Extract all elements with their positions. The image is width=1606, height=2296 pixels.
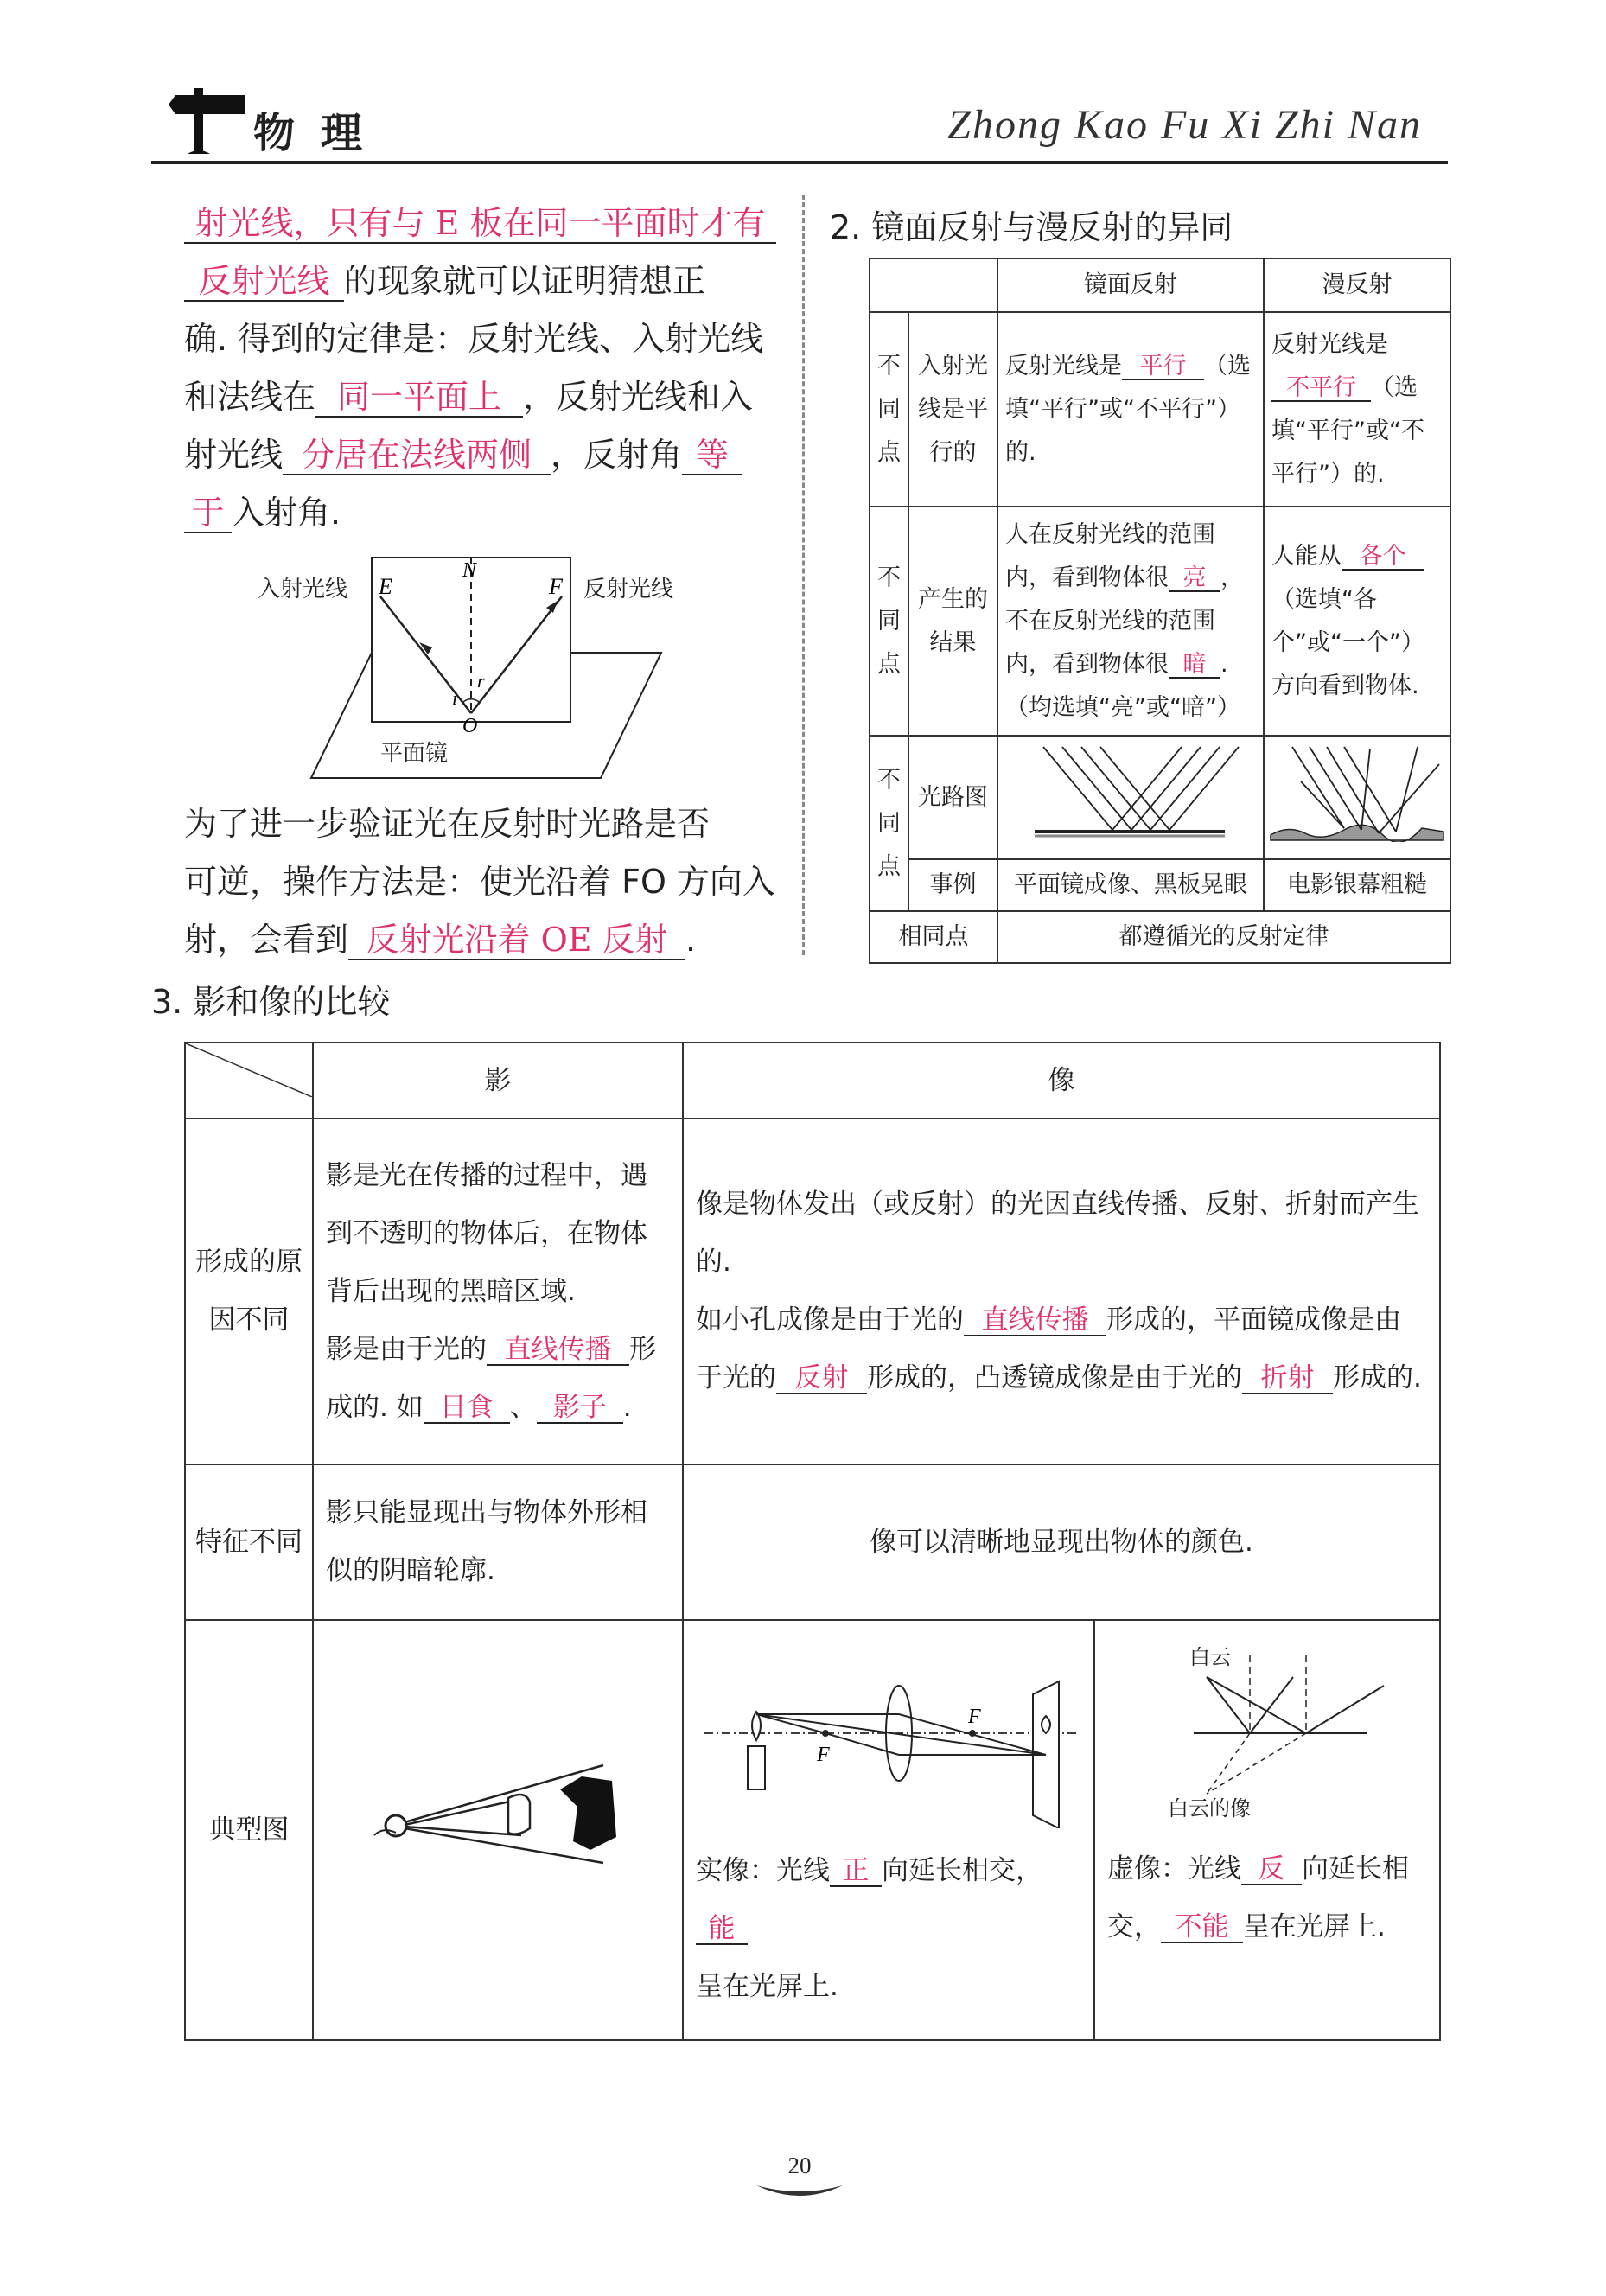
column-divider xyxy=(802,195,805,955)
cell: 像是物体发出（或反射）的光因直线传播、反射、折射而产生的. 如小孔成像是由于光的 直线传播 形成的，平面镜成像是由于光的 反射 形成的，凸透镜成像是由于光的 折射 形成的. xyxy=(683,1119,1440,1464)
cell: 电影银幕粗糙 xyxy=(1264,859,1450,911)
text: . xyxy=(685,921,697,959)
corner-cell xyxy=(185,1043,313,1119)
focus-label: F xyxy=(817,1744,830,1766)
left-column-text xyxy=(184,195,781,542)
cell xyxy=(997,736,1264,859)
answer-blank: 日食 xyxy=(424,1393,510,1424)
page-number: 20 xyxy=(787,2152,812,2178)
F-label: F xyxy=(549,574,563,599)
answer-blank: 反射光沿着 OE 反射 xyxy=(348,922,685,960)
cloud-label: 白云 xyxy=(1189,1645,1231,1669)
row-label: 入射光线是平行的 xyxy=(908,312,997,507)
page-footer xyxy=(752,2152,847,2204)
answer-blank: 反射光线 xyxy=(184,264,344,302)
diffuse-reflection-diagram xyxy=(1266,738,1448,842)
N-label: N xyxy=(462,559,477,582)
row-label: 不同点 xyxy=(870,507,908,736)
answer-blank: 反射 xyxy=(776,1363,867,1394)
cell: 白云 白云的像 虚像：光线 反 向延长相交， 不能 呈在光屏上. xyxy=(1094,1620,1440,2040)
row-label: 事例 xyxy=(908,859,997,911)
cell: 都遵循光的反射定律 xyxy=(997,911,1450,963)
answer-blank: 直线传播 xyxy=(487,1335,629,1366)
text: 呈在光屏上. xyxy=(696,1971,838,2002)
answer-blank: 亮 xyxy=(1169,565,1220,593)
row-label: 相同点 xyxy=(870,911,997,963)
answer-blank: 于 xyxy=(184,495,232,533)
answer-blank: 正 xyxy=(830,1856,882,1887)
text: 入射角. xyxy=(232,494,341,532)
answer-blank: 能 xyxy=(696,1914,748,1945)
text: 像是物体发出（或反射）的光因直线传播、反射、折射而产生的. xyxy=(696,1189,1419,1278)
cell: 影是光在传播的过程中，遇到不透明的物体后，在物体背后出现的黑暗区域. 影是由于光的 直线传播 形成的. 如 日食 、 影子 . xyxy=(313,1119,683,1464)
specular-reflection-diagram xyxy=(1000,738,1259,842)
text: 射，会看到 xyxy=(184,921,349,959)
cell xyxy=(1264,736,1450,859)
answer-blank: 不能 xyxy=(1161,1912,1243,1943)
answer-blank: 同一平面上 xyxy=(315,379,523,418)
focus-label: F xyxy=(968,1706,981,1728)
answer-blank: 暗 xyxy=(1169,652,1220,679)
text: 的现象就可以证明猜想正 xyxy=(344,262,706,300)
row-label: 光路图 xyxy=(908,736,997,859)
i-label: i xyxy=(452,687,458,709)
real-image-diagram xyxy=(696,1630,1080,1828)
incident-label: 入射光线 xyxy=(258,577,348,603)
text: 为了进一步验证光在反射时光路是否 xyxy=(184,805,711,843)
shadow-diagram xyxy=(314,1621,677,2019)
cell: 人能从 各个（选填“各个”或“一个”）方向看到物体. xyxy=(1264,507,1450,736)
row-label: 不同点 xyxy=(870,312,908,507)
answer-blank: 分居在法线两侧 xyxy=(283,437,551,475)
answer-blank: 折射 xyxy=(1242,1363,1333,1394)
cell: 反射光线是 平行 （选填“平行”或“不平行”）的. xyxy=(997,312,1264,507)
cell xyxy=(313,1620,683,2040)
header-cell: 镜面反射 xyxy=(997,258,1264,312)
corner-cell xyxy=(870,258,997,312)
text: 影是光在传播的过程中，遇到不透明的物体后，在物体背后出现的黑暗区域. xyxy=(326,1159,647,1307)
answer-blank: 各个 xyxy=(1342,544,1424,571)
cloud-image-label: 白云的像 xyxy=(1168,1796,1251,1820)
text: ，反射角 xyxy=(551,436,683,474)
header-cell: 像 xyxy=(683,1043,1440,1119)
text: 射光线 xyxy=(184,436,284,474)
row-label: 特征不同 xyxy=(185,1464,313,1620)
series-title: Zhong Kao Fu Xi Zhi Nan xyxy=(947,102,1422,148)
text: 可逆，操作方法是：使光沿着 FO 方向入 xyxy=(184,863,775,901)
cell: 反射光线是不平行 （选填“平行”或“不平行”）的. xyxy=(1264,312,1450,507)
cell: 像可以清晰地显现出物体的颜色. xyxy=(683,1464,1440,1620)
row-label: 不同点 xyxy=(870,736,908,911)
page-header xyxy=(151,82,1448,164)
cell: 平面镜成像、黑板晃眼 xyxy=(997,859,1264,911)
diagonal-line xyxy=(186,1043,312,1097)
mirror-label: 平面镜 xyxy=(380,741,449,767)
answer-blank: 平行 xyxy=(1122,354,1204,381)
answer-blank: 直线传播 xyxy=(964,1305,1106,1336)
r-label: r xyxy=(477,670,485,692)
section-title: 2. 镜面反射与漫反射的异同 xyxy=(830,208,1233,246)
answer-blank: 反 xyxy=(1241,1854,1302,1885)
answer-blank: 影子 xyxy=(537,1393,623,1424)
row-label: 典型图 xyxy=(185,1620,313,2040)
section-title: 3. 影和像的比较 xyxy=(151,983,391,1021)
reflected-label: 反射光线 xyxy=(583,577,674,603)
reflection-comparison-table xyxy=(869,258,1451,964)
answer-blank: 不平行 xyxy=(1271,375,1371,403)
text: 确. 得到的定律是：反射光线、入射光线 xyxy=(184,320,764,358)
subject-title: 物理 xyxy=(253,109,389,157)
signpost-icon xyxy=(169,86,251,156)
answer-blank: 等 xyxy=(682,437,742,475)
reflection-experiment-figure xyxy=(251,549,700,787)
text: 和法线在 xyxy=(184,378,316,416)
answer-blank: 射光线，只有与 E 板在同一平面时才有 xyxy=(184,206,776,244)
shadow-image-table xyxy=(184,1042,1441,2041)
left-column-text-2 xyxy=(184,795,781,969)
E-label: E xyxy=(379,574,392,599)
row-label: 形成的原因不同 xyxy=(185,1119,313,1464)
O-label: O xyxy=(462,715,478,737)
header-cell: 影 xyxy=(313,1043,683,1119)
cell: 影只能显现出与物体外形相似的阴暗轮廓. xyxy=(313,1464,683,1620)
cell: 人在反射光线的范围内，看到物体很 亮 ，不在反射光线的范围内，看到物体很 暗 .（均选填“亮”或“暗”） xyxy=(997,507,1264,736)
header-cell: 漫反射 xyxy=(1264,258,1450,312)
text: ，反射光线和入 xyxy=(523,378,754,416)
virtual-image-diagram xyxy=(1107,1630,1427,1820)
cell: F F 实像：光线 正 向延长相交，能 呈在光屏上. xyxy=(683,1620,1094,2040)
row-label: 产生的结果 xyxy=(908,507,997,736)
